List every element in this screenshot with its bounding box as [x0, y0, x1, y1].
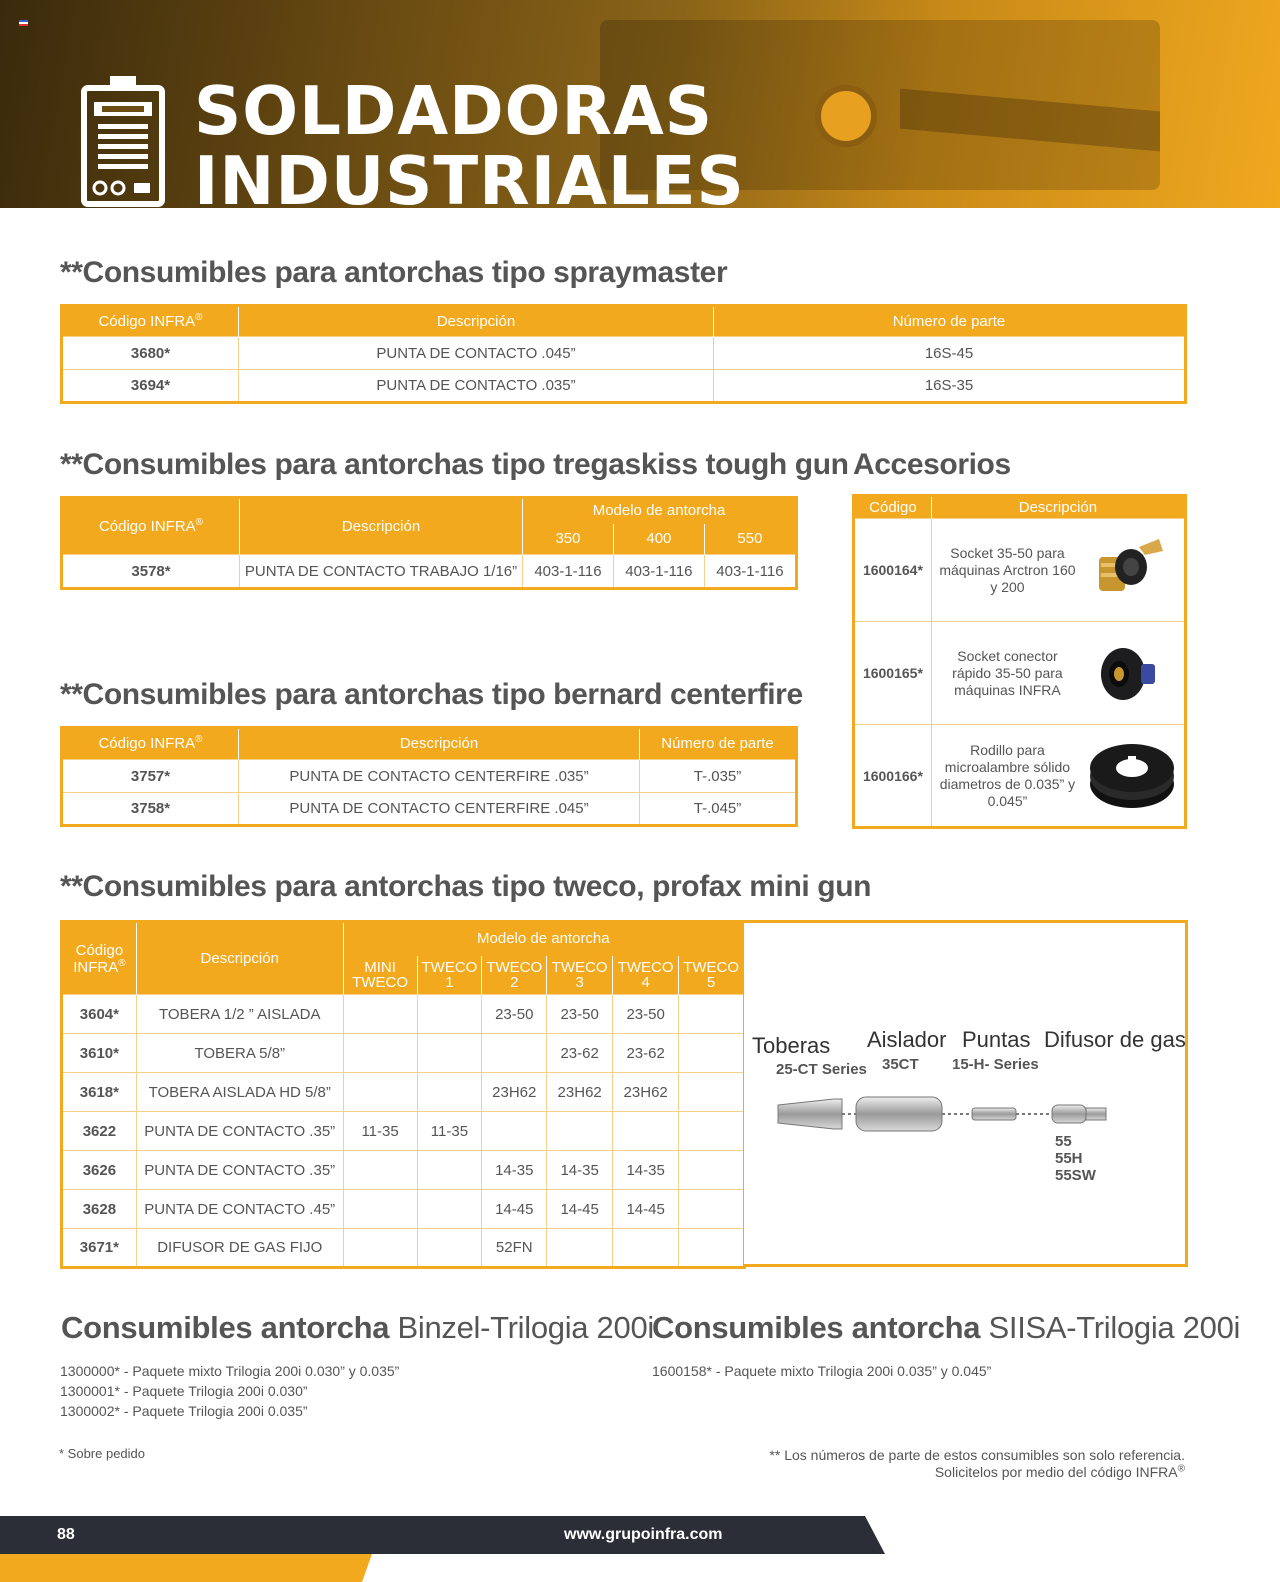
table-row: [62, 1229, 745, 1268]
list-item: 1300000* - Paquete mixto Trilogia 200i 0.030” y 0.035”: [60, 1363, 400, 1379]
cell-value: 23-50: [613, 995, 679, 1034]
cell-part: T-.035”: [640, 760, 797, 793]
diagram-sub-puntas: 15-H- Series: [952, 1056, 1039, 1073]
diagram-label-toberas: Toberas: [752, 1033, 831, 1058]
cell-code: 3680*: [62, 337, 239, 370]
cell-value: 403-1-116: [613, 555, 704, 589]
cell-desc: TOBERA 1/2 ” AISLADA: [136, 995, 343, 1034]
black-socket-icon: [1087, 638, 1167, 708]
cell-value: 23-62: [613, 1034, 679, 1073]
siisa-heading-light: SIISA-Trilogia 200i: [980, 1310, 1241, 1345]
table-row: [62, 793, 797, 826]
cell-value: 23H62: [482, 1073, 547, 1112]
table-row: [62, 1034, 745, 1073]
banner-knob: [815, 85, 877, 147]
cell-value: [343, 1073, 417, 1112]
cell-value: [679, 1034, 745, 1073]
table-row: [62, 555, 797, 589]
col-header-code: Código INFRA®: [62, 728, 239, 760]
cell-value: [417, 1073, 482, 1112]
cell-desc: TOBERA 5/8”: [136, 1034, 343, 1073]
cell-code: 3757*: [62, 760, 239, 793]
siisa-list: [652, 1361, 991, 1381]
col-header-tweco-1: TWECO 1: [417, 956, 482, 995]
difusor-code: 55SW: [1055, 1167, 1096, 1184]
cell-desc: PUNTA DE CONTACTO CENTERFIRE .035”: [239, 760, 640, 793]
cell-part: T-.045”: [640, 793, 797, 826]
cell-value: 11-35: [343, 1112, 417, 1151]
note-referencia: [769, 1447, 1185, 1481]
col-header-code: Código: [854, 496, 932, 519]
cell-part: 16S-35: [714, 370, 1186, 403]
table-row: [62, 1190, 745, 1229]
cell-value: [417, 1190, 482, 1229]
cell-code: 3694*: [62, 370, 239, 403]
cell-value: [417, 1151, 482, 1190]
cell-code: 3610*: [62, 1034, 137, 1073]
cell-value: [343, 995, 417, 1034]
cell-value: [547, 1112, 613, 1151]
cell-code: 3622: [62, 1112, 137, 1151]
tweco-table: [60, 920, 746, 1269]
col-header-model: Modelo de antorcha: [343, 922, 744, 956]
table-row: [854, 622, 1186, 725]
cell-desc: Socket conector rápido 35-50 para máquinas INFRA: [931, 622, 1083, 725]
cell-value: 14-45: [482, 1190, 547, 1229]
col-header-mini-tweco: MINI TWECO: [343, 956, 417, 995]
cell-value: [679, 1073, 745, 1112]
cell-value: [547, 1229, 613, 1268]
col-header-desc: Descripción: [239, 306, 714, 337]
welding-machine-icon: [80, 76, 166, 208]
cell-desc: PUNTA DE CONTACTO .045”: [239, 337, 714, 370]
cell-value: [613, 1229, 679, 1268]
cell-desc: Rodillo para microalambre sólido diametros de 0.035” y 0.045”: [931, 725, 1083, 828]
cell-desc: Socket 35-50 para máquinas Arctron 160 y 200: [931, 519, 1083, 622]
col-header-code: Código INFRA®: [62, 922, 137, 995]
col-header-400: 400: [613, 524, 704, 555]
col-header-350: 350: [523, 524, 614, 555]
note-line: ** Los números de parte de estos consumibles son solo referencia.: [769, 1447, 1185, 1463]
col-header-part: Número de parte: [640, 728, 797, 760]
col-header-part: Número de parte: [714, 306, 1186, 337]
accesorios-heading: Accesorios: [853, 448, 1011, 481]
cell-value: 14-35: [482, 1151, 547, 1190]
spraymaster-table: [60, 304, 1187, 404]
col-header-code: Código INFRA®: [62, 306, 239, 337]
cell-code: 1600166*: [854, 725, 932, 828]
cell-value: 23-50: [547, 995, 613, 1034]
cell-value: 23H62: [547, 1073, 613, 1112]
col-header-550: 550: [704, 524, 796, 555]
torch-parts-illustration: [774, 1093, 1114, 1137]
cell-desc: DIFUSOR DE GAS FIJO: [136, 1229, 343, 1268]
cell-code: 3628: [62, 1190, 137, 1229]
table-row: [62, 337, 1186, 370]
tregaskiss-table: [60, 496, 798, 590]
cell-desc: PUNTA DE CONTACTO .35”: [136, 1151, 343, 1190]
col-header-tweco-3: TWECO 3: [547, 956, 613, 995]
table-row: [854, 519, 1186, 622]
cell-value: [613, 1112, 679, 1151]
binzel-heading-light: Binzel-Trilogia 200i: [389, 1310, 654, 1345]
col-header-tweco-4: TWECO 4: [613, 956, 679, 995]
header-banner: [0, 0, 1280, 208]
list-item: 1300002* - Paquete Trilogia 200i 0.035”: [60, 1403, 308, 1419]
col-header-desc: Descripción: [931, 496, 1185, 519]
cell-value: [343, 1190, 417, 1229]
table-row: [62, 760, 797, 793]
tweco-heading: **Consumibles para antorchas tipo tweco, profax mini gun: [60, 870, 872, 903]
cell-value: [343, 1151, 417, 1190]
cell-value: [679, 1229, 745, 1268]
cell-value: [679, 1151, 745, 1190]
diagram-label-aislador: Aislador: [867, 1027, 947, 1052]
cell-value: [679, 995, 745, 1034]
cell-desc: PUNTA DE CONTACTO .035”: [239, 370, 714, 403]
cell-value: 23-50: [482, 995, 547, 1034]
cell-value: 403-1-116: [704, 555, 796, 589]
list-item: 1600158* - Paquete mixto Trilogia 200i 0.035” y 0.045”: [652, 1363, 992, 1379]
spraymaster-heading: **Consumibles para antorchas tipo spraymaster: [60, 256, 728, 289]
brass-socket-icon: [1087, 535, 1167, 605]
page-title: [194, 72, 745, 208]
cell-desc: TOBERA AISLADA HD 5/8”: [136, 1073, 343, 1112]
bernard-heading: **Consumibles para antorchas tipo bernard centerfire: [60, 678, 803, 711]
cell-code: 3758*: [62, 793, 239, 826]
binzel-heading-bold: Consumibles antorcha: [61, 1310, 390, 1345]
diagram-label-difusor: Difusor de gas: [1044, 1027, 1186, 1052]
cell-code: 3618*: [62, 1073, 137, 1112]
cell-value: 14-45: [613, 1190, 679, 1229]
table-row: [62, 1151, 745, 1190]
cell-part: 16S-45: [714, 337, 1186, 370]
tregaskiss-heading: **Consumibles para antorchas tipo tregaskiss tough gun: [60, 448, 849, 481]
cell-value: [482, 1112, 547, 1151]
cell-desc: PUNTA DE CONTACTO TRABAJO 1/16”: [240, 555, 523, 589]
flag-icon: [19, 20, 28, 26]
difusor-code: 55: [1055, 1133, 1072, 1150]
tweco-parts-diagram: [744, 920, 1188, 1267]
col-header-code: Código INFRA®: [62, 498, 240, 555]
page-number: 88: [57, 1526, 75, 1543]
table-row: [62, 995, 745, 1034]
diagram-sub-toberas: 25-CT Series: [776, 1061, 867, 1078]
cell-code: 1600165*: [854, 622, 932, 725]
diagram-sub-aislador: 35CT: [882, 1056, 919, 1073]
col-header-desc: Descripción: [239, 728, 640, 760]
bernard-table: [60, 726, 798, 827]
cell-value: 14-35: [547, 1151, 613, 1190]
cell-value: [417, 995, 482, 1034]
cell-value: [343, 1034, 417, 1073]
table-row: [62, 370, 1186, 403]
table-row: [62, 1073, 745, 1112]
col-header-tweco-5: TWECO 5: [679, 956, 745, 995]
cell-desc: PUNTA DE CONTACTO .35”: [136, 1112, 343, 1151]
binzel-list: [60, 1361, 399, 1421]
col-header-desc: Descripción: [240, 498, 523, 555]
cell-value: [482, 1034, 547, 1073]
footer-bar: [0, 1516, 885, 1554]
table-row: [854, 725, 1186, 828]
page-title-line1: SOLDADORAS: [194, 72, 714, 150]
binzel-heading: [61, 1310, 654, 1346]
difusor-code: 55H: [1055, 1150, 1083, 1167]
cell-code: 1600164*: [854, 519, 932, 622]
siisa-heading-bold: Consumibles antorcha: [652, 1310, 981, 1345]
cell-desc: PUNTA DE CONTACTO .45”: [136, 1190, 343, 1229]
cell-code: 3578*: [62, 555, 240, 589]
drive-roll-icon: [1087, 736, 1177, 816]
cell-value: 14-45: [547, 1190, 613, 1229]
cell-value: 23-62: [547, 1034, 613, 1073]
cell-value: 14-35: [613, 1151, 679, 1190]
siisa-heading: [652, 1310, 1240, 1346]
cell-value: 23H62: [613, 1073, 679, 1112]
cell-code: 3626: [62, 1151, 137, 1190]
cell-value: [679, 1112, 745, 1151]
diagram-label-puntas: Puntas: [962, 1027, 1031, 1052]
footer-accent-strip: [0, 1554, 372, 1582]
cell-code: 3671*: [62, 1229, 137, 1268]
website-link[interactable]: www.grupoinfra.com: [564, 1526, 723, 1543]
note-line: Solicitelos por medio del código INFRA®: [934, 1463, 1185, 1480]
page-title-line2: INDUSTRIALES: [194, 142, 745, 208]
list-item: 1300001* - Paquete Trilogia 200i 0.030”: [60, 1383, 308, 1399]
cell-value: [679, 1190, 745, 1229]
note-sobre-pedido: * Sobre pedido: [59, 1446, 146, 1461]
cell-value: [417, 1034, 482, 1073]
col-header-model: Modelo de antorcha: [523, 498, 797, 524]
difusor-codes: [1055, 1133, 1096, 1184]
cell-desc: PUNTA DE CONTACTO CENTERFIRE .045”: [239, 793, 640, 826]
cell-value: [417, 1229, 482, 1268]
col-header-tweco-2: TWECO 2: [482, 956, 547, 995]
col-header-desc: Descripción: [136, 922, 343, 995]
cell-value: 403-1-116: [523, 555, 614, 589]
cell-value: 11-35: [417, 1112, 482, 1151]
cell-code: 3604*: [62, 995, 137, 1034]
cell-value: 52FN: [482, 1229, 547, 1268]
table-row: [62, 1112, 745, 1151]
cell-value: [343, 1229, 417, 1268]
accesorios-table: [852, 494, 1187, 829]
